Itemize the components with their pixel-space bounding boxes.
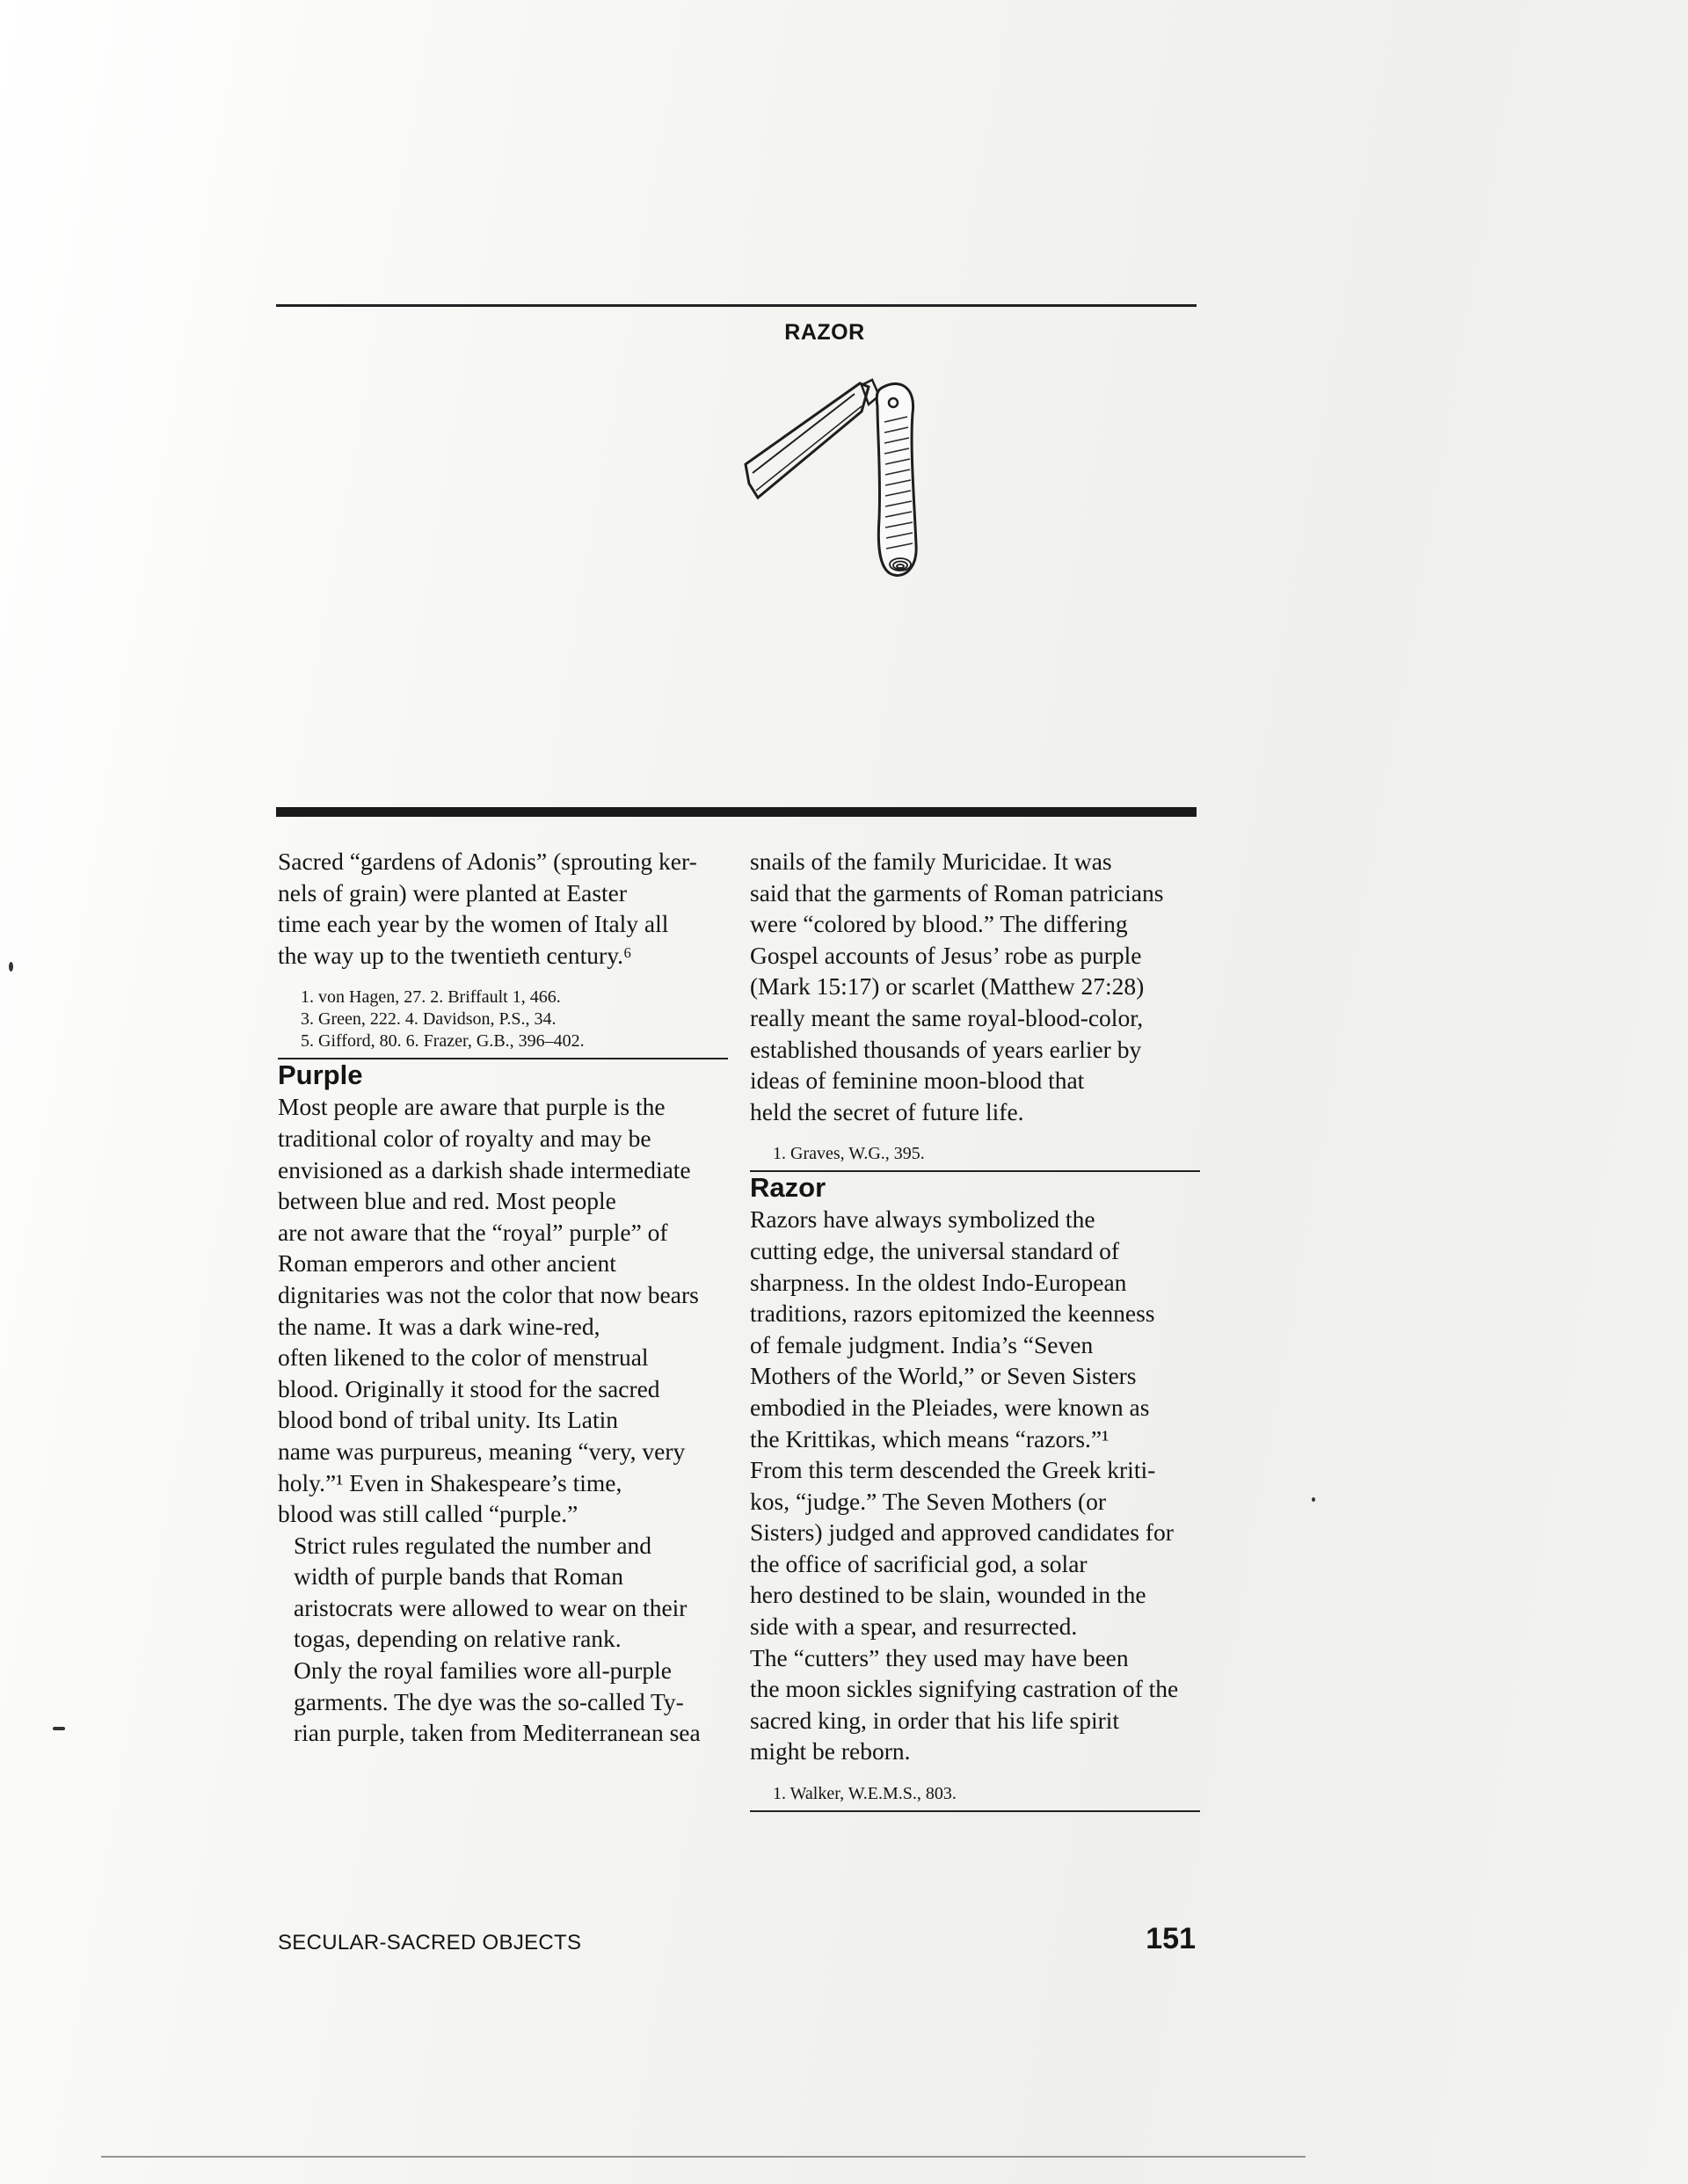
purple-paragraph-1: Most people are aware that purple is the traditional color of royalty and may be envisioned as a darkish shade intermediate between blue and red. Most people are not aware that the “royal” purple” of Roman emperors and other ancient dignitaries was not the color that now bears the name. It was a dark wine-red, often likened to the color of menstrual blood. Originally it stood for the sacred blood bond of tribal unity. Its Latin name was purpureus, meaning “very, very holy.”¹ Even in Shakespeare’s time, blood was still called “purple.” — [278, 1093, 699, 1528]
continuation-paragraph: Sacred “gardens of Adonis” (sprouting ker- nels of grain) were planted at Easter time each year by the women of Italy all the way up to the twentieth century.⁶ — [278, 848, 697, 969]
running-footer: SECULAR-SACRED OBJECTS — [278, 1931, 582, 1955]
entry-heading-razor: Razor — [750, 1172, 826, 1204]
purple-continuation-paragraph: snails of the family Muricidae. It was said that the garments of Roman patricians were “colored by blood.” The differing Gospel accounts of Jesus’ robe as purple (Mark 15:17) or scarlet (Matthew 27:28) really meant the same royal-blood-color, established thousands of years earlier by ideas of feminine moon-blood that held the secret of future life. — [750, 848, 1164, 1125]
razor-paragraph: Razors have always symbolized the cutting edge, the universal standard of sharpness. In the oldest Indo-European traditions, razors epitomized the keenness of female judgment. India’s “Seven Mothers of the World,” or Seven Sisters embodied in the Pleiades, were known as the Krittikas, which means “razors.”¹ From this term descended the Greek kriti- kos, “judge.” The Seven Mothers (or Sisters) judged and approved candidates for the office of sacrificial god, a solar hero destined to be slain, wounded in the side with a spear, and resurrected. The “cutters” they used may have been the moon sickles signifying castration of the sacred king, in order that his life spirit might be reborn. — [750, 1205, 1179, 1765]
scan-speck — [9, 962, 13, 972]
scan-speck — [1312, 1497, 1315, 1502]
endnotes: 1. von Hagen, 27. 2. Briffault 1, 466. 3. Green, 222. 4. Davidson, P.S., 34. 5. Gifford, 80. 6. Frazer, G.B., 396–402. — [301, 987, 585, 1052]
figure-label: RAZOR — [784, 320, 865, 345]
notes-rule — [750, 1810, 1200, 1812]
purple-paragraph-2: Strict rules regulated the number and width of purple bands that Roman aristocrats were allowed to wear on their togas, depending on relative rank. Only the royal families wore all-purple garments. The dye was the so-called Ty- rian purple, taken from Mediterranean sea — [294, 1531, 701, 1747]
top-rule — [276, 304, 1197, 307]
page-number: 151 — [1146, 1922, 1196, 1955]
left-column — [278, 846, 728, 1749]
right-column — [750, 846, 1200, 1812]
section-divider — [276, 807, 1197, 817]
straight-razor-icon — [730, 360, 976, 598]
purple-endnotes: 1. Graves, W.G., 395. — [773, 1144, 925, 1164]
entry-heading-purple: Purple — [278, 1059, 363, 1091]
razor-endnotes: 1. Walker, W.E.M.S., 803. — [773, 1784, 957, 1804]
scan-speck — [53, 1727, 65, 1730]
scan-edge-line — [101, 2156, 1306, 2158]
